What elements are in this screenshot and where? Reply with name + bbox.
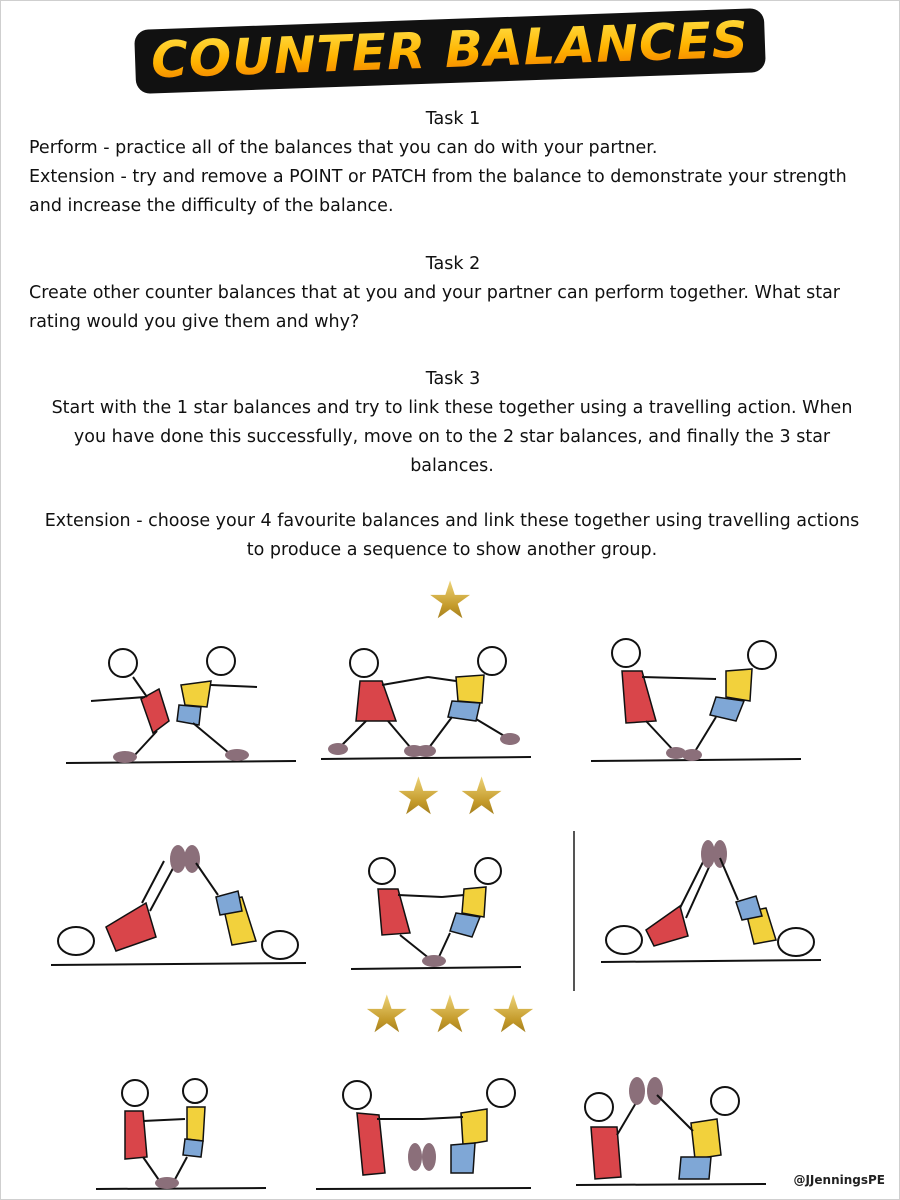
task1-text [29, 134, 877, 221]
task1-perform: Perform - practice all of the balances that you can do with your partner. [29, 138, 658, 158]
divider [573, 831, 575, 991]
task2-text: Create other counter balances that at you and your partner can perform together. What star rating would you give them and why? [29, 283, 840, 332]
task2-heading: Task 2 [425, 254, 481, 274]
three-star-balance-1-illustration [91, 1071, 271, 1196]
two-star-balance-1-illustration [46, 841, 311, 971]
two-star-balance-3-illustration [596, 836, 826, 971]
two-star-balance-2-illustration [346, 851, 526, 976]
one-star-balance-3-illustration [586, 631, 806, 771]
title-banner [1, 10, 899, 90]
one-star-balance-2-illustration [316, 641, 536, 771]
task3-heading: Task 3 [425, 369, 481, 389]
star-icon: ★ ★ [395, 767, 505, 827]
task3-extension: Extension - choose your 4 favourite balances and link these together using travelling actions to produce a sequence to show another group. [44, 511, 860, 560]
author-credit: @JJenningsPE [793, 1173, 885, 1187]
three-star-balance-3-illustration [571, 1061, 771, 1191]
three-star-rating [1, 985, 899, 1045]
three-star-balance-2-illustration [311, 1069, 536, 1194]
page-title: COUNTER BALANCES [134, 8, 766, 94]
star-icon: ★ ★ ★ [363, 985, 537, 1045]
star-icon: ★ [426, 571, 474, 631]
one-star-balance-1-illustration [61, 641, 301, 771]
task1-extension: Extension - try and remove a POINT or PATCH from the balance to demonstrate your strength and increase the difficulty of the balance. [29, 167, 847, 216]
one-star-rating [1, 571, 899, 631]
task1-heading: Task 1 [425, 109, 481, 129]
two-star-rating [1, 767, 899, 827]
task3-text: Start with the 1 star balances and try to link these together using a travelling action. When you have done this successfully, move on to the 2 star balances, and finally the 3 star balances. [51, 398, 853, 476]
